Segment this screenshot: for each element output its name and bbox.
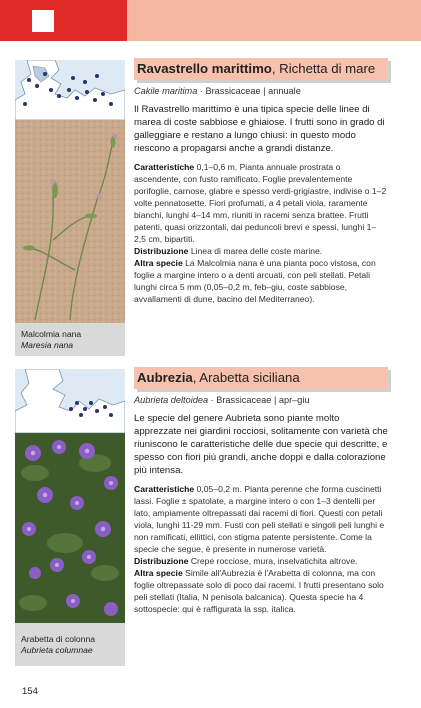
altre-specie-text: Simile all'Aubrezia è l'Arabetta di colonna, ma con foglie oltrepassate solo di poco dai racemi. I frutti presentano solo peli stellati (Italia, N penisola balcanica). Questa specie ha 4 sottospecie: qui è raffigurata la ssp. italica. <box>134 568 384 614</box>
species-entry-1 <box>134 58 388 305</box>
distribution-map-1 <box>15 60 125 120</box>
altre-specie-para <box>134 567 388 615</box>
caratteristiche-para <box>134 483 388 555</box>
title-main: Ravastrello marittimo <box>137 61 272 76</box>
photo-caption-1 <box>21 329 81 351</box>
plant-photo-aubrieta <box>15 433 125 623</box>
caption-scientific-name: Aubrieta columnae <box>21 645 93 655</box>
description-1 <box>134 161 388 305</box>
page-number: 154 <box>22 686 38 697</box>
species-entry-2 <box>134 367 388 615</box>
caratteristiche-text: 0,1–0,6 m. Pianta annuale prostrata o ascendente, con fusto ramificato. Foglie prevalentemente porifoglie, carnose, glabre e spesso verdi-grigiastre, indivise o 1–2 volte pennatosette. Fiori profumati, a 4 petali viola, raramente bianchi, lunghi 4–14 mm, riuniti in racemi senza brattee. Frutti patenti, quasi orizzontali, dai peduncoli brevi e spessi, lunghi 1–2,5 cm, bipartiti. <box>134 162 387 244</box>
sidebar-panel-1 <box>15 60 125 356</box>
caption-common-name: Malcolmia nana <box>21 329 82 339</box>
photo-caption-2 <box>21 634 95 656</box>
caratteristiche-text: 0,05–0,2 m. Pianta perenne che forma cuscinetti lassi. Foglie ± spatolate, a margine intero o con 1–3 dentelli per lato, ampiamente oltrepassati dai racemi di fiori. Questi con petali viola, lunghi 11-29 mm. Fusti con peli stellati e singoli peli lunghi e non ramificati, ellittici, con stigma patente persistente. Come la specie che segue, è presente in numerose varietà. <box>134 484 385 554</box>
distribuzione-label: Distribuzione <box>134 246 189 256</box>
family-line-2 <box>134 394 388 407</box>
intro-text-2: Le specie del genere Aubrieta sono piante molto apprezzate nei giardini rocciosi, solitamente con varietà che riuniscono le caratteristiche delle due specie qui descritte, e spesso con fiori più grandi, anche doppi e dalla colorazione più intensa. <box>134 413 388 476</box>
title-secondary: , Arabetta siciliana <box>192 370 300 385</box>
header-bar <box>0 0 421 41</box>
caption-common-name: Arabetta di colonna <box>21 634 96 644</box>
scientific-name: Cakile maritima <box>134 86 198 96</box>
title-main: Aubrezia <box>137 370 193 385</box>
family-info: · Brassicaceae | annuale <box>197 86 301 96</box>
header-red-block <box>0 0 127 41</box>
distribuzione-text: Crepe rocciose, mura, inselvatichita altrove. <box>188 556 358 566</box>
altre-specie-text: La Malcolmia nana è una pianta poco vistosa, con foglie a margine intero o a denti arcuati, con peli stellati. Petali lunghi circa 5 mm (0,05–0,2 m, feb–giu, coste sabbiose, avvallamenti di dune, bacino del Mediterraneo). <box>134 258 376 304</box>
intro-text-1: Il Ravastrello marittimo è una tipica specie delle linee di marea di coste sabbiose e ghiaiose. I frutti sono in grado di galleggiare e restano a lungo chiusi: in questo modo riescono a propagarsi anche a grandi distanze. <box>134 104 385 154</box>
caption-scientific-name: Maresia nana <box>21 340 74 350</box>
title-secondary: , Richetta di mare <box>271 61 376 76</box>
caratteristiche-para <box>134 161 388 245</box>
family-info: · Brassicaceae | apr–giu <box>208 395 310 405</box>
altre-specie-para <box>134 257 388 305</box>
sidebar-panel-2 <box>15 369 125 666</box>
family-line-1 <box>134 85 388 98</box>
caratteristiche-label: Caratteristiche <box>134 162 195 172</box>
plant-photo-malcolmia <box>15 120 125 323</box>
header-white-square <box>32 10 54 32</box>
distribution-map-2 <box>15 369 125 433</box>
species-title-2 <box>134 367 388 389</box>
description-2 <box>134 483 388 615</box>
species-title-1 <box>134 58 388 80</box>
scientific-name: Aubrieta deltoidea <box>134 395 209 405</box>
altre-specie-label: Altra specie <box>134 568 183 578</box>
distribuzione-para <box>134 555 388 567</box>
altre-specie-label: Altra specie <box>134 258 183 268</box>
caratteristiche-label: Caratteristiche <box>134 484 195 494</box>
distribuzione-para <box>134 245 388 257</box>
distribuzione-text: Linea di marea delle coste marine. <box>188 246 323 256</box>
distribuzione-label: Distribuzione <box>134 556 189 566</box>
